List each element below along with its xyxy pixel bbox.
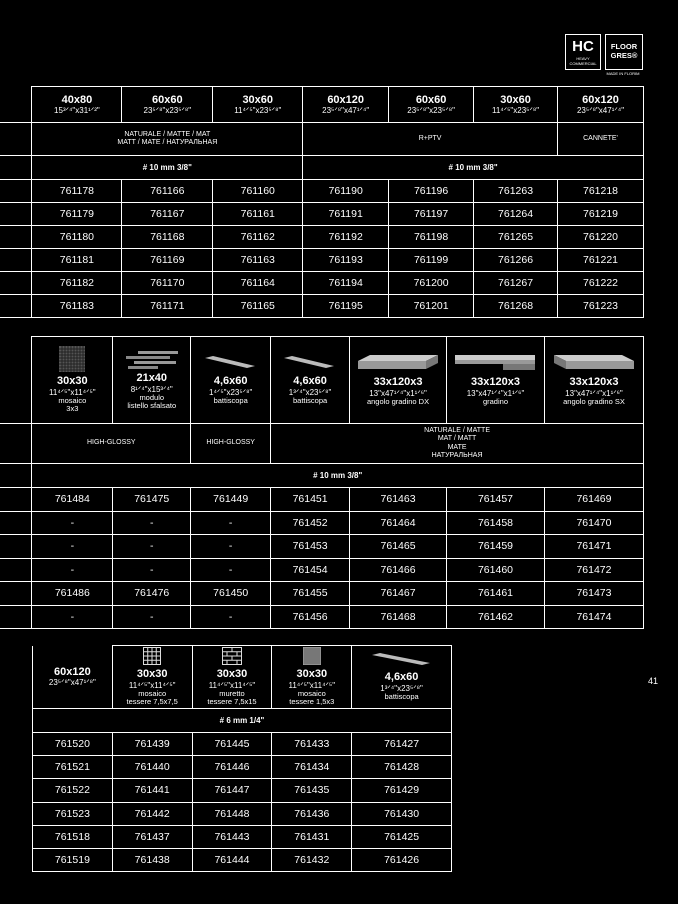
article-code-cell: 761265 (474, 226, 558, 249)
article-code-cell: 761443 (192, 825, 272, 848)
article-code-cell: 761448 (192, 802, 272, 825)
table-row (33, 825, 452, 848)
article-code-cell: 761166 (122, 180, 213, 203)
article-code-cell: 761473 (544, 582, 643, 606)
article-code-cell: 761439 (112, 733, 192, 756)
table2-body (0, 488, 644, 629)
hc-logo (565, 34, 601, 70)
article-code-cell: 761220 (558, 226, 644, 249)
stair-corner-left-icon (552, 353, 636, 373)
article-code-cell: 761459 (447, 535, 545, 559)
article-code-cell: - (32, 605, 113, 629)
size-header: 60x120 23⁵ᐟ⁸"x47¹ᐟ⁸" (33, 646, 113, 709)
article-code-cell: 761192 (303, 226, 389, 249)
article-code-cell: 761223 (558, 295, 644, 318)
product-table-1 (0, 86, 644, 318)
table-row (0, 295, 644, 318)
thickness-label: # 6 mm 1/4" (33, 709, 452, 733)
table-row (0, 226, 644, 249)
article-code-cell: 761468 (350, 605, 447, 629)
article-code-cell: 761486 (32, 582, 113, 606)
finish-label: HIGH-GLOSSY (191, 424, 271, 464)
article-code-cell: 761193 (303, 249, 389, 272)
mosaic-fine-icon (303, 647, 321, 665)
article-code-cell: 761163 (213, 249, 303, 272)
stair-tread-icon (453, 353, 537, 373)
article-code-cell: 761430 (352, 802, 452, 825)
article-code-cell: 761484 (32, 488, 113, 512)
table3-size-row (33, 646, 452, 709)
article-code-cell: 761264 (474, 203, 558, 226)
article-code-cell: 761458 (447, 511, 545, 535)
finish-label: CANNETE' (558, 123, 644, 156)
table-row (0, 272, 644, 295)
article-code-cell: - (191, 605, 271, 629)
article-code-cell: 761460 (447, 558, 545, 582)
size-header: 30x30 11⁴ᐟ⁵"x11⁴ᐟ⁵" mosaico 3x3 (32, 337, 113, 424)
article-code-cell: 761463 (350, 488, 447, 512)
article-code-cell: 761467 (350, 582, 447, 606)
article-code-cell: 761218 (558, 180, 644, 203)
finish-label: NATURALE / MATTE / MAT MATT / MATE / НАТУРАЛЬНАЯ (32, 123, 303, 156)
size-header: 4,6x60 1³ᐟ⁴"x23⁵ᐟ⁸" battiscopa (352, 646, 452, 709)
finish-label: R+PTV (303, 123, 558, 156)
article-code-cell: 761518 (33, 825, 113, 848)
article-code-cell: 761464 (350, 511, 447, 535)
article-code-cell: 761449 (191, 488, 271, 512)
article-code-cell: 761196 (389, 180, 474, 203)
finish-label: HIGH-GLOSSY (32, 424, 191, 464)
article-code-cell: 761450 (191, 582, 271, 606)
table-row (0, 180, 644, 203)
article-code-cell: 761441 (112, 779, 192, 802)
staggered-strips-icon (124, 349, 180, 369)
article-code-cell: 761169 (122, 249, 213, 272)
article-code-cell: 761433 (272, 733, 352, 756)
fg-logo-line2: GRES® (610, 51, 638, 60)
article-code-cell: 761453 (271, 535, 350, 559)
article-code-cell: 761266 (474, 249, 558, 272)
mosaic-grid-icon (59, 346, 85, 372)
article-code-cell: - (113, 535, 191, 559)
size-header: 33x120x3 13"x47¹ᐟ⁴"x1¹ᐟ⁶" angolo gradino SX (544, 337, 643, 424)
article-code-cell: 761437 (112, 825, 192, 848)
thickness-label: # 10 mm 3/8" (303, 156, 644, 180)
hc-logo-line1: HEAVY (576, 56, 590, 61)
article-code-cell: - (191, 558, 271, 582)
thickness-label: # 10 mm 3/8" (32, 156, 303, 180)
size-header: 30x60 11⁴ᐟ⁵"x23⁵ᐟ⁸" (474, 87, 558, 123)
table1-finish-row (0, 123, 644, 156)
size-header: 30x30 11⁴ᐟ⁵"x11⁴ᐟ⁵" muretto tessere 7,5x15 (192, 646, 272, 709)
table-row (0, 511, 644, 535)
article-code-cell: 761179 (32, 203, 122, 226)
product-table-3 (32, 645, 452, 872)
article-code-cell: 761222 (558, 272, 644, 295)
article-code-cell: 761168 (122, 226, 213, 249)
size-header: 60x120 23⁵ᐟ⁸"x47¹ᐟ⁴" (558, 87, 644, 123)
mosaic-large-icon (143, 647, 161, 665)
article-code-cell: 761181 (32, 249, 122, 272)
article-code-cell: 761519 (33, 848, 113, 871)
article-code-cell: 761427 (352, 733, 452, 756)
article-code-cell: - (32, 535, 113, 559)
article-code-cell: 761456 (271, 605, 350, 629)
article-code-cell: 761165 (213, 295, 303, 318)
table-row (0, 203, 644, 226)
article-code-cell: 761435 (272, 779, 352, 802)
article-code-cell: 761201 (389, 295, 474, 318)
article-code-cell: 761197 (389, 203, 474, 226)
stair-corner-right-icon (356, 353, 440, 373)
table1-thickness-row (0, 156, 644, 180)
table1-body (0, 180, 644, 318)
article-code-cell: 761474 (544, 605, 643, 629)
article-code-cell: 761434 (272, 756, 352, 779)
table1-size-row (0, 87, 644, 123)
table-row (33, 756, 452, 779)
table-row (0, 249, 644, 272)
skirting-icon (370, 652, 434, 668)
article-code-cell: 761160 (213, 180, 303, 203)
article-code-cell: 761431 (272, 825, 352, 848)
article-code-cell: 761171 (122, 295, 213, 318)
article-code-cell: 761432 (272, 848, 352, 871)
article-code-cell: - (191, 511, 271, 535)
size-header: 33x120x3 13"x47¹ᐟ⁴"x1¹ᐟ⁶" gradino (447, 337, 545, 424)
table3-thickness-row (33, 709, 452, 733)
article-code-cell: 761183 (32, 295, 122, 318)
table2-finish-row (0, 424, 644, 464)
article-code-cell: 761521 (33, 756, 113, 779)
article-code-cell: 761182 (32, 272, 122, 295)
size-header: 30x60 11⁴ᐟ⁵"x23⁵ᐟ⁸" (213, 87, 303, 123)
table-row (33, 779, 452, 802)
size-header: 4,6x60 1⁴ᐟ⁵"x23⁵ᐟ⁸" battiscopa (191, 337, 271, 424)
article-code-cell: 761436 (272, 802, 352, 825)
fg-logo-line1: FLOOR (610, 42, 638, 51)
article-code-cell: 761440 (112, 756, 192, 779)
article-code-cell: 761198 (389, 226, 474, 249)
article-code-cell: 761194 (303, 272, 389, 295)
article-code-cell: 761191 (303, 203, 389, 226)
article-code-cell: 761523 (33, 802, 113, 825)
article-code-cell: 761180 (32, 226, 122, 249)
article-code-cell: 761268 (474, 295, 558, 318)
size-header: 30x30 11⁴ᐟ⁵"x11⁴ᐟ⁵" mosaico tessere 7,5x7,5 (112, 646, 192, 709)
article-code-cell: 761465 (350, 535, 447, 559)
product-table-2 (0, 336, 644, 629)
finish-label: NATURALE / MATTE MAT / MATT MATE НАТУРАЛЬНАЯ (271, 424, 644, 464)
article-code-cell: 761161 (213, 203, 303, 226)
size-header: 60x120 23⁵ᐟ⁸"x47¹ᐟ⁴" (303, 87, 389, 123)
table2-size-row (0, 337, 644, 424)
article-code-cell: - (113, 558, 191, 582)
article-code-cell: 761445 (192, 733, 272, 756)
article-code-cell: 761470 (544, 511, 643, 535)
article-code-cell: - (113, 605, 191, 629)
table-row (0, 488, 644, 512)
article-code-cell: 761457 (447, 488, 545, 512)
article-code-cell: 761164 (213, 272, 303, 295)
fg-logo-tagline: MADE IN FLORIM (606, 71, 640, 76)
article-code-cell: 761462 (447, 605, 545, 629)
article-code-cell: 761438 (112, 848, 192, 871)
article-code-cell: 761447 (192, 779, 272, 802)
article-code-cell: 761263 (474, 180, 558, 203)
article-code-cell: 761471 (544, 535, 643, 559)
article-code-cell: 761190 (303, 180, 389, 203)
article-code-cell: 761170 (122, 272, 213, 295)
article-code-cell: 761475 (113, 488, 191, 512)
article-code-cell: - (113, 511, 191, 535)
skirting-icon (203, 354, 259, 372)
hc-logo-line2: COMMERCIAL (569, 61, 597, 66)
article-code-cell: 761461 (447, 582, 545, 606)
article-code-cell: 761451 (271, 488, 350, 512)
article-code-cell: 761167 (122, 203, 213, 226)
article-code-cell: 761454 (271, 558, 350, 582)
hc-logo-mark: HC (572, 38, 594, 55)
article-code-cell: 761476 (113, 582, 191, 606)
article-code-cell: 761446 (192, 756, 272, 779)
table-row (0, 605, 644, 629)
article-code-cell: 761219 (558, 203, 644, 226)
article-code-cell: 761455 (271, 582, 350, 606)
article-code-cell: 761444 (192, 848, 272, 871)
article-code-cell: 761425 (352, 825, 452, 848)
table3-body (33, 733, 452, 872)
article-code-cell: 761522 (33, 779, 113, 802)
table-row (0, 558, 644, 582)
article-code-cell: 761162 (213, 226, 303, 249)
table-row (33, 733, 452, 756)
article-code-cell: 761429 (352, 779, 452, 802)
article-code-cell: - (191, 535, 271, 559)
brick-wall-icon (222, 647, 242, 665)
page-number: 41 (648, 676, 659, 686)
table2-thickness-row (0, 464, 644, 488)
size-header: 21x40 8¹ᐟ⁴"x15³ᐟ⁴" modulo listello sfalsato (113, 337, 191, 424)
article-code-cell: 761469 (544, 488, 643, 512)
size-header: 40x80 15³ᐟ⁴"x31¹ᐟ²" (32, 87, 122, 123)
size-header: 60x60 23⁵ᐟ⁸"x23⁵ᐟ⁸" (122, 87, 213, 123)
article-code-cell: 761442 (112, 802, 192, 825)
size-header: 60x60 23⁵ᐟ⁸"x23⁵ᐟ⁸" (389, 87, 474, 123)
article-code-cell: 761199 (389, 249, 474, 272)
thickness-label: # 10 mm 3/8" (32, 464, 644, 488)
article-code-cell: - (32, 558, 113, 582)
table-row (33, 848, 452, 871)
floor-gres-logo (605, 34, 643, 70)
article-code-cell: 761466 (350, 558, 447, 582)
article-code-cell: 761221 (558, 249, 644, 272)
article-code-cell: 761178 (32, 180, 122, 203)
size-header: 30x30 11⁴ᐟ⁵"x11⁴ᐟ⁵" mosaico tessere 1,5x3 (272, 646, 352, 709)
article-code-cell: 761520 (33, 733, 113, 756)
article-code-cell: 761200 (389, 272, 474, 295)
article-code-cell: 761472 (544, 558, 643, 582)
article-code-cell: 761452 (271, 511, 350, 535)
size-header: 4,6x60 1³ᐟ⁴"x23⁵ᐟ⁸" battiscopa (271, 337, 350, 424)
skirting-icon (282, 354, 338, 372)
size-header: 33x120x3 13"x47¹ᐟ⁴"x1¹ᐟ⁶" angolo gradino DX (350, 337, 447, 424)
table-row (0, 535, 644, 559)
article-code-cell: 761267 (474, 272, 558, 295)
table-row (0, 582, 644, 606)
article-code-cell: 761428 (352, 756, 452, 779)
article-code-cell: - (32, 511, 113, 535)
article-code-cell: 761426 (352, 848, 452, 871)
table-row (33, 802, 452, 825)
article-code-cell: 761195 (303, 295, 389, 318)
